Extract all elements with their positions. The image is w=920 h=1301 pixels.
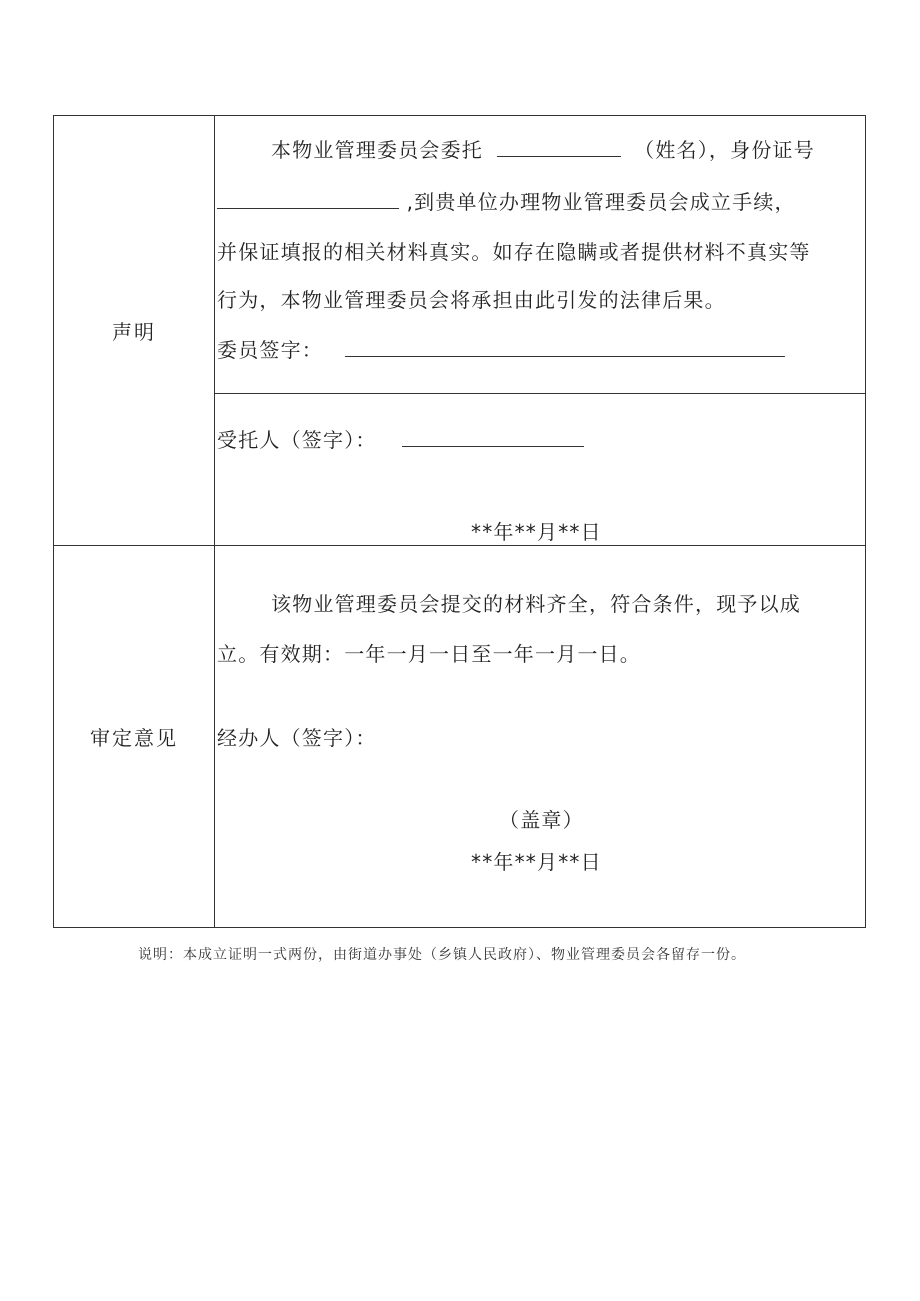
handler-signature-label: 经办人（签字）： <box>217 726 377 750</box>
member-signature-blank[interactable] <box>345 338 785 357</box>
declaration-label: 声明 <box>112 320 156 344</box>
certificate-form-table <box>53 115 866 928</box>
declaration-line-2-suffix: ,到贵单位办理物业管理委员会成立手续， <box>406 190 796 214</box>
official-seal-text: （盖章） <box>499 808 584 832</box>
declaration-line-1-name-hint: （姓名），身份证号 <box>634 138 815 162</box>
member-signature-label: 委员签字： <box>217 338 323 362</box>
id-number-blank[interactable] <box>217 190 399 209</box>
review-line-2: 立。有效期：一年一月一日至一年一月一日。 <box>217 642 641 666</box>
trustee-signature-label: 受托人（签字）： <box>217 428 377 452</box>
footnote: 说明：本成立证明一式两份，由街道办事处（乡镇人民政府）、物业管理委员会各留存一份。 <box>138 947 746 963</box>
review-line-1: 该物业管理委员会提交的材料齐全，符合条件，现予以成 <box>271 592 801 616</box>
review-label-cell <box>54 546 215 928</box>
entrusted-name-blank[interactable] <box>497 138 621 157</box>
declaration-line-4: 行为，本物业管理委员会将承担由此引发的法律后果。 <box>217 288 726 312</box>
review-label: 审定意见 <box>90 726 178 750</box>
member-signature-row <box>217 334 785 363</box>
declaration-line-3: 并保证填报的相关材料真实。如存在隐瞒或者提供材料不真实等 <box>217 240 811 264</box>
declaration-date: **年**月**日 <box>471 520 602 544</box>
declaration-line-1-prefix: 本物业管理委员会委托 <box>271 138 483 162</box>
trustee-signature-row <box>217 424 584 453</box>
trustee-signature-blank[interactable] <box>402 428 584 447</box>
review-date: **年**月**日 <box>471 850 602 874</box>
declaration-line-1 <box>271 134 815 163</box>
review-opinion-cell <box>215 546 866 928</box>
trustee-signature-cell <box>215 394 866 546</box>
declaration-label-cell <box>54 116 215 546</box>
declaration-line-2 <box>217 186 796 215</box>
declaration-statement-cell <box>215 116 866 394</box>
